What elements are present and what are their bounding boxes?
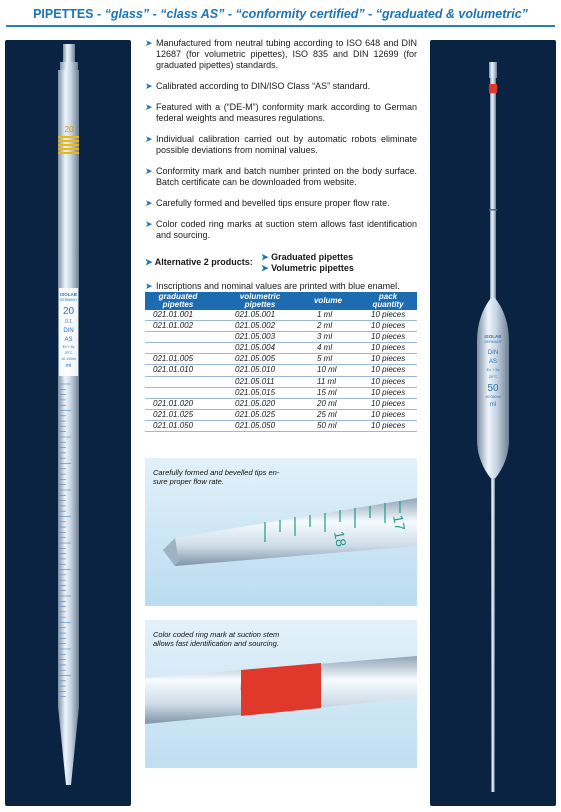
- alternative-option-volumetric[interactable]: [261, 263, 354, 274]
- tolerance-label: Ex + 5s: [62, 345, 75, 349]
- feature-item: [145, 198, 417, 209]
- feature-item: [145, 38, 417, 71]
- cell-volume: 15 ml: [317, 387, 337, 397]
- yellow-ring: [58, 152, 79, 154]
- alternative-label-text: Alternative 2 products:: [154, 257, 253, 267]
- feature-text: Calibrated according to DIN/ISO Class “AS” standard.: [156, 81, 371, 91]
- pipette-mouth: [63, 44, 75, 62]
- increment-label: 0.1: [65, 319, 72, 325]
- ring-number-50: 50: [237, 671, 258, 693]
- arrow-bullet-icon: ➤: [145, 198, 153, 208]
- table-row: [145, 377, 417, 388]
- feature-text: Featured with a (“DE-M”) conformity mark according to German federal weights and measures regulations.: [156, 102, 417, 123]
- pipette-mouth: [489, 62, 497, 78]
- header-pack-quantity: pack quantity: [372, 292, 404, 309]
- alternative-option-graduated[interactable]: [261, 252, 353, 263]
- arrow-bullet-icon: ➤: [145, 134, 153, 144]
- cell-volume: 20 ml: [317, 398, 337, 408]
- title-dash: -: [224, 7, 236, 21]
- header-volume: volume: [313, 296, 342, 305]
- note-text: Inscriptions and nominal values are printed with blue enamel.: [156, 281, 400, 291]
- temperature-label: 20°C: [488, 375, 498, 379]
- pipette-stem: [490, 78, 496, 300]
- volume-label: 20: [62, 306, 75, 317]
- brand-label: ISOLAB: [59, 292, 78, 297]
- accuracy-label: ±0.100ml: [61, 357, 76, 361]
- arrow-bullet-icon: ➤: [145, 281, 153, 291]
- table-header: [145, 292, 417, 310]
- class-label: AS: [64, 337, 73, 343]
- cell-pack-quantity: 10 pieces: [371, 387, 406, 397]
- cell-volume: 1 ml: [317, 310, 333, 319]
- cell-graduated-code: 021.01.001: [153, 310, 194, 319]
- note-item: [145, 281, 417, 292]
- cell-volumetric-code: 021.05.011: [235, 376, 275, 386]
- table-row: [145, 399, 417, 410]
- title-graduated-volumetric: “graduated & volumetric”: [375, 7, 528, 21]
- cell-pack-quantity: 10 pieces: [371, 332, 406, 342]
- unit-label: ml: [65, 363, 72, 369]
- cell-graduated-code: 021.01.025: [153, 409, 194, 419]
- tolerance-label: Ex + 5s: [486, 368, 500, 372]
- pipette-tip: [58, 706, 79, 785]
- country-label: GERMANY: [484, 340, 502, 344]
- cell-volumetric-code: 021.05.005: [235, 354, 276, 364]
- feature-item: [145, 81, 417, 92]
- alternative-option-text: Volumetric pipettes: [271, 263, 354, 273]
- page-title: [0, 7, 561, 21]
- cell-volumetric-code: 021.05.050: [235, 420, 276, 430]
- table-row: [145, 388, 417, 399]
- feature-item: [145, 134, 417, 156]
- table-body: [145, 310, 417, 432]
- cell-volumetric-code: 021.05.002: [235, 321, 276, 331]
- cell-pack-quantity: 10 pieces: [371, 365, 406, 375]
- cell-volume: 3 ml: [317, 332, 333, 342]
- table-row: [145, 365, 417, 376]
- title-dash: -: [364, 7, 376, 21]
- cell-pack-quantity: 10 pieces: [371, 310, 406, 319]
- alternative-products: [145, 251, 417, 275]
- cell-pack-quantity: 10 pieces: [371, 409, 406, 419]
- cell-volume: 10 ml: [317, 365, 337, 375]
- yellow-ring: [58, 148, 79, 150]
- cell-graduated-code: 021.01.050: [153, 420, 194, 430]
- arrow-bullet-icon: ➤: [145, 81, 153, 91]
- page-header: [0, 0, 561, 30]
- table-row: [145, 354, 417, 365]
- feature-text: Carefully formed and bevelled tips ensure proper flow rate.: [156, 198, 390, 208]
- alternative-option-text: Graduated pipettes: [271, 252, 354, 262]
- temperature-label: 20°C: [64, 351, 73, 355]
- cell-graduated-code: 021.01.020: [153, 398, 194, 408]
- feature-item: [145, 102, 417, 124]
- alternative-label: [145, 257, 253, 268]
- cell-volume: 50 ml: [317, 420, 337, 430]
- cell-volume: 2 ml: [317, 321, 333, 331]
- title-dash: -: [149, 7, 161, 21]
- cell-volume: 11 ml: [317, 376, 336, 386]
- pipette-body: [58, 70, 79, 706]
- accuracy-label: ±0.050ml: [485, 395, 501, 399]
- feature-text: Conformity mark and batch number printed on the body surface. Batch certificate can be downloaded from website.: [156, 166, 417, 187]
- tip-closeup-photo: [145, 458, 417, 606]
- arrow-bullet-icon: ➤: [145, 102, 153, 112]
- yellow-ring: [58, 144, 79, 146]
- volumetric-pipette-image: [430, 40, 556, 806]
- tips-caption: Carefully formed and bevelled tips en-sure proper flow rate.: [153, 468, 280, 486]
- cell-volumetric-code: 021.05.025: [235, 409, 276, 419]
- title-conformity: “conformity certified”: [235, 7, 365, 21]
- yellow-ring: [58, 136, 79, 138]
- ring-closeup-photo: [145, 620, 417, 768]
- feature-text: Manufactured from neutral tubing according to ISO 648 and DIN 12687 (for volumetric pipettes), ISO 835 and DIN 12699 (for graduated pipettes) standards.: [156, 38, 417, 70]
- brand-label: ISOLAB: [484, 334, 502, 339]
- cell-pack-quantity: 10 pieces: [371, 420, 406, 430]
- header-rule: [6, 25, 555, 27]
- cell-graduated-code: 021.01.005: [153, 354, 194, 364]
- cell-volumetric-code: 021.05.015: [235, 387, 276, 397]
- graduated-pipette-image: [5, 40, 131, 806]
- cell-pack-quantity: 10 pieces: [371, 398, 406, 408]
- cell-pack-quantity: 10 pieces: [371, 354, 406, 364]
- top-volume-label: 20: [64, 125, 74, 134]
- arrow-bullet-icon: ➤: [145, 219, 153, 229]
- arrow-bullet-icon: ➤: [145, 38, 153, 48]
- cell-graduated-code: 021.01.002: [153, 321, 194, 331]
- arrow-bullet-icon: ➤: [261, 263, 269, 273]
- volumetric-pipette-illustration: [430, 40, 556, 806]
- pipette-neck: [60, 62, 78, 70]
- cell-pack-quantity: 10 pieces: [371, 343, 406, 353]
- graduation-number-18: 18: [331, 529, 350, 548]
- cell-pack-quantity: 10 pieces: [371, 321, 406, 331]
- feature-item: [145, 166, 417, 188]
- arrow-bullet-icon: ➤: [261, 252, 269, 262]
- graduation-number-17: 17: [390, 513, 409, 532]
- calibration-mark: [489, 209, 497, 211]
- cell-volume: 5 ml: [317, 354, 333, 364]
- table-row: [145, 332, 417, 343]
- cell-volume: 4 ml: [317, 343, 333, 353]
- product-table: [145, 292, 417, 432]
- header-graduated: graduated pipettes: [158, 292, 198, 309]
- country-label: GERMANY: [59, 298, 78, 302]
- yellow-ring: [58, 140, 79, 142]
- cell-graduated-code: 021.01.010: [153, 365, 194, 375]
- cell-pack-quantity: 10 pieces: [371, 376, 406, 386]
- title-glass: “glass”: [104, 7, 150, 21]
- feature-text: Color coded ring marks at suction stem allows fast identification and sourcing.: [156, 219, 417, 240]
- feature-column: [145, 38, 417, 302]
- cell-volumetric-code: 021.05.010: [235, 365, 276, 375]
- class-label: AS: [488, 359, 498, 365]
- table-row: [145, 410, 417, 421]
- ring-caption: Color coded ring mark at suction stem allows fast identification and sourcing.: [153, 630, 280, 648]
- feature-item: [145, 219, 417, 241]
- table-row: [145, 321, 417, 332]
- din-label: DIN: [63, 328, 74, 334]
- title-class-as: “class AS”: [160, 7, 225, 21]
- unit-label: ml: [489, 402, 497, 408]
- red-ring: [489, 84, 497, 93]
- cell-volume: 25 ml: [317, 409, 337, 419]
- volume-label: 50: [487, 383, 499, 394]
- cell-volumetric-code: 021.05.001: [235, 310, 276, 319]
- header-volumetric: volumetric pipettes: [239, 292, 281, 309]
- arrow-bullet-icon: ➤: [145, 166, 153, 176]
- din-label: DIN: [487, 350, 499, 356]
- table-row: [145, 310, 417, 321]
- title-prefix: PIPETTES -: [33, 7, 105, 21]
- pipette-tip: [491, 478, 495, 792]
- cell-volumetric-code: 021.05.004: [235, 343, 276, 353]
- cell-volumetric-code: 021.05.003: [235, 332, 276, 342]
- table-row: [145, 421, 417, 432]
- table-row: [145, 343, 417, 354]
- feature-text: Individual calibration carried out by automatic robots eliminate possible deviations from nominal values.: [156, 134, 417, 155]
- graduated-pipette-illustration: [5, 40, 131, 806]
- cell-volumetric-code: 021.05.020: [235, 398, 276, 408]
- arrow-bullet-icon: ➤: [145, 257, 153, 267]
